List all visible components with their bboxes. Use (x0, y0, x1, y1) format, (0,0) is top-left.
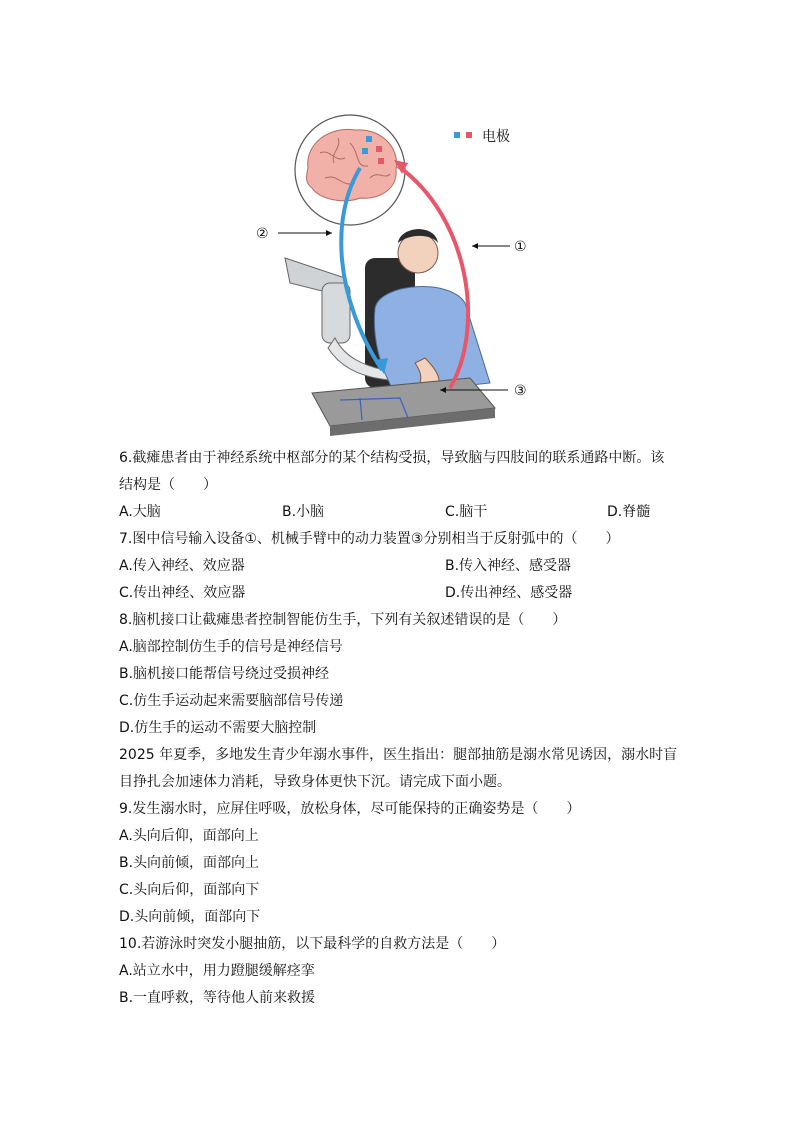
q10-option-a[interactable]: A.站立水中，用力蹬腿缓解痉挛 (119, 963, 315, 979)
q9-option-d[interactable]: D.头向前倾，面部向下 (119, 909, 261, 925)
q7-option-b[interactable]: B.传入神经、感受器 (445, 558, 572, 574)
legend-red-swatch (466, 132, 472, 138)
q10-stem: 10.若游泳时突发小腿抽筋，以下最科学的自救方法是（ ） (119, 936, 506, 952)
q7-stem: 7.图中信号输入设备①、机械手臂中的动力装置③分别相当于反射弧中的（ ） (119, 531, 620, 547)
q8-option-d[interactable]: D.仿生手的运动不需要大脑控制 (119, 720, 317, 736)
legend-label: 电极 (482, 129, 510, 145)
electrode-blue-1 (366, 136, 372, 142)
marker-1: ① (514, 239, 527, 255)
q8-option-a[interactable]: A.脑部控制仿生手的信号是神经信号 (119, 639, 343, 655)
q8-stem: 8.脑机接口让截瘫患者控制智能仿生手，下列有关叙述错误的是（ ） (119, 612, 567, 628)
passage-line1: 2025 年夏季，多地发生青少年溺水事件，医生指出：腿部抽筋是溺水常见诱因，溺水时盲 (119, 747, 678, 763)
passage-line2: 目挣扎会加速体力消耗，导致身体更快下沉。请完成下面小题。 (119, 774, 511, 790)
marker-2: ② (256, 226, 269, 242)
q9-option-b[interactable]: B.头向前倾，面部向上 (119, 855, 260, 871)
q7-option-d[interactable]: D.传出神经、感受器 (445, 585, 573, 601)
q9-option-a[interactable]: A.头向后仰，面部向上 (119, 828, 259, 844)
bci-figure (250, 108, 540, 438)
marker-3: ③ (514, 383, 527, 399)
legend-blue-swatch (454, 132, 460, 138)
q8-option-b[interactable]: B.脑机接口能帮信号绕过受损神经 (119, 666, 330, 682)
q6-option-d[interactable]: D.脊髓 (607, 504, 651, 520)
q6-line1: 6.截瘫患者由于神经系统中枢部分的某个结构受损，导致脑与四肢间的联系通路中断。该 (119, 450, 665, 466)
q10-option-b[interactable]: B.一直呼救，等待他人前来救援 (119, 990, 316, 1006)
q7-option-c[interactable]: C.传出神经、效应器 (119, 585, 246, 601)
q6-option-a[interactable]: A.大脑 (119, 504, 161, 520)
electrode-red-1 (376, 146, 382, 152)
q7-option-a[interactable]: A.传入神经、效应器 (119, 558, 245, 574)
bci-illustration (250, 108, 540, 438)
electrode-red-2 (378, 158, 384, 164)
q6-option-b[interactable]: B.小脑 (282, 504, 325, 520)
q8-option-c[interactable]: C.仿生手运动起来需要脑部信号传递 (119, 693, 344, 709)
q6-line2: 结构是（ ） (119, 477, 217, 493)
electrode-blue-2 (362, 148, 368, 154)
q6-option-c[interactable]: C.脑干 (445, 504, 488, 520)
q9-stem: 9.发生溺水时，应屏住呼吸，放松身体，尽可能保持的正确姿势是（ ） (119, 801, 581, 817)
q9-option-c[interactable]: C.头向后仰，面部向下 (119, 882, 260, 898)
